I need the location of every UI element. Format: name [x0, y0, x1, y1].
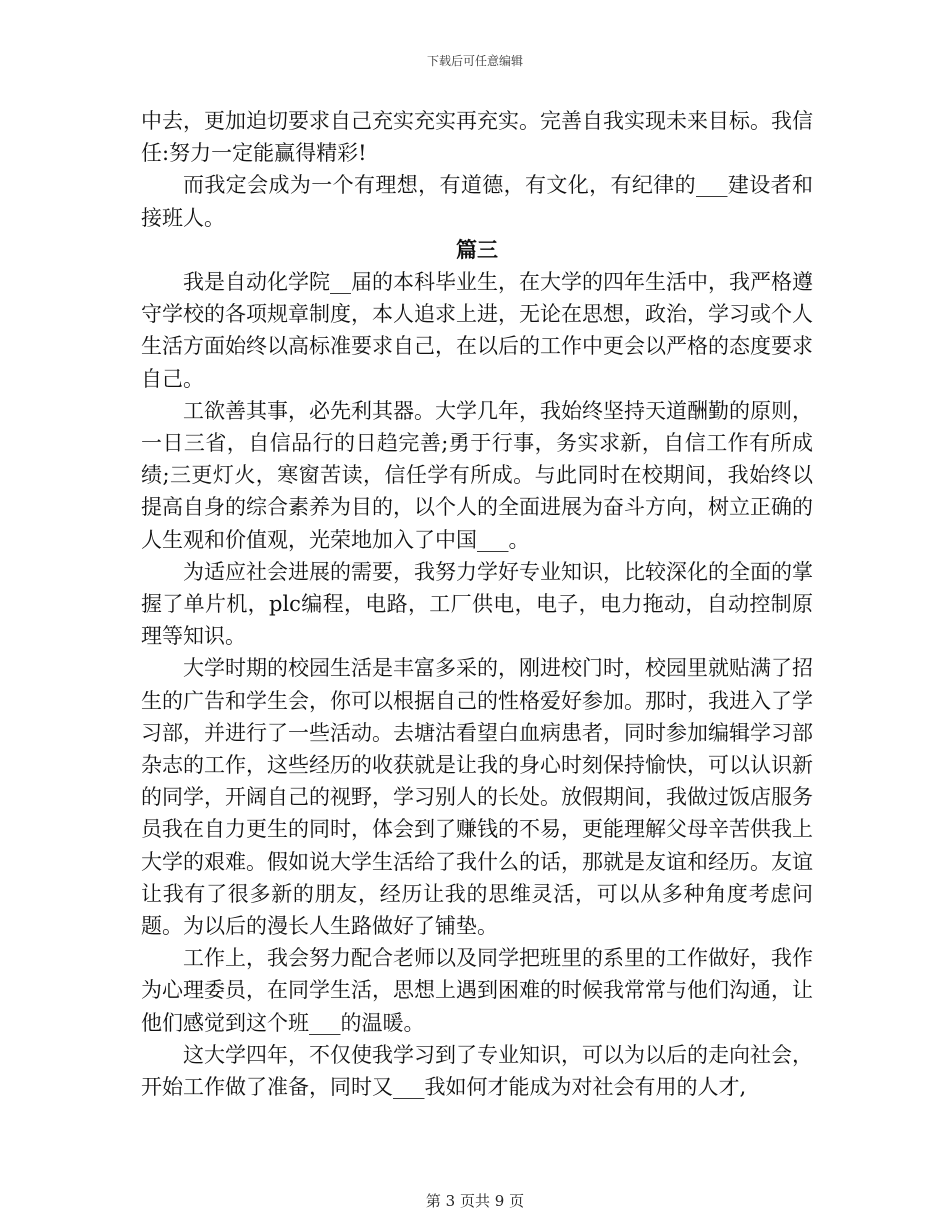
paragraph-four-years: 这大学四年，不仅使我学习到了专业知识，可以为以后的走向社会，开始工作做了准备，同时又___我如何才能成为对社会有用的人才,: [141, 1042, 813, 1100]
paragraph-work: 工作上，我会努力配合老师以及同学把班里的系里的工作做好，我作为心理委员，在同学生活，思想上遇到困难的时候我常常与他们沟通，让他们感觉到这个班___的温暖。: [141, 946, 813, 1035]
document-body: [141, 105, 813, 1103]
continued-paragraph: 中去，更加迫切要求自己充实充实再充实。完善自我实现未来目标。我信任:努力一定能赢得精彩!: [141, 109, 813, 166]
paragraph-ideal: 而我定会成为一个有理想，有道德，有文化，有纪律的___建设者和接班人。: [141, 173, 813, 230]
page-header: 下载后可任意编辑: [426, 54, 523, 68]
section-title: 篇三: [456, 236, 498, 262]
paragraph-principles: 工欲善其事，必先利其器。大学几年，我始终坚持天道酬勤的原则，一日三省，自信品行的日趋完善;勇于行事，务实求新，自信工作有所成绩;三更灯火，寒窗苦读，信任学有所成。与此同时在校期间，我始终以提高自身的综合素养为目的，以个人的全面进展为奋斗方向，树立正确的人生观和价值观，光荣地加入了中国___。: [141, 398, 813, 552]
page-footer: 第 3 页共 9 页: [425, 1192, 525, 1210]
paragraph-intro: 我是自动化学院__届的本科毕业生，在大学的四年生活中，我严格遵守学校的各项规章制度，本人追求上进，无论在思想，政治，学习或个人生活方面始终以高标准要求自己，在以后的工作中更会以严格的态度要求自己。: [141, 270, 813, 391]
paragraph-campus-life: 大学时期的校园生活是丰富多采的，刚进校门时，校园里就贴满了招生的广告和学生会，你可以根据自己的性格爱好参加。那时，我进入了学习部，并进行了一些活动。去塘沽看望白血病患者，同时参加编辑学习部杂志的工作，这些经历的收获就是让我的身心时刻保持愉快，可以认识新的同学，开阔自己的视野，学习别人的长处。放假期间，我做过饭店服务员我在自力更生的同时，体会到了赚钱的不易，更能理解父母辛苦供我上大学的艰难。假如说大学生活给了我什么的话，那就是友谊和经历。友谊让我有了很多新的朋友，经历让我的思维灵活，可以从多种角度考虑问题。为以后的漫长人生路做好了铺垫。: [141, 656, 813, 939]
paragraph-knowledge: 为适应社会进展的需要，我努力学好专业知识，比较深化的全面的掌握了单片机，plc编程，电路，工厂供电，电子，电力拖动，自动控制原理等知识。: [141, 559, 813, 649]
